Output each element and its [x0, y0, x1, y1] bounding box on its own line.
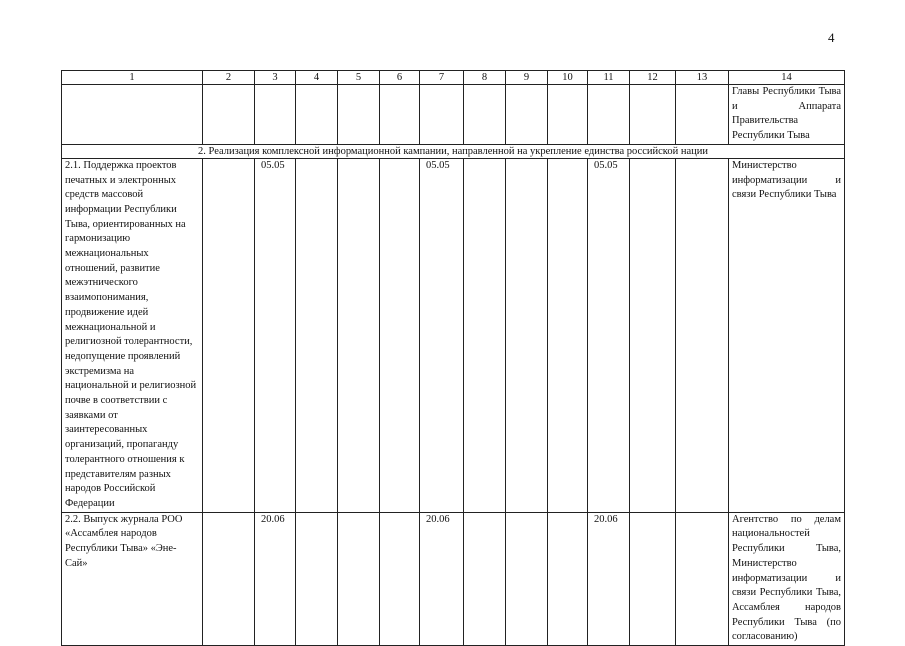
table-cell: [338, 512, 380, 645]
section-title: 2. Реализация комплексной информационной кампании, направленной на укрепление единства российской нации: [62, 144, 845, 158]
table-cell: [420, 85, 464, 145]
event-name-cell: 2.1. Поддержка проектов печатных и электронных средств массовой информации Республики Тыва, ориентированных на гармонизацию межнациональных отношений, развитие межэтнического взаимопонимания, продвижение идей межнациональной и религиозной толерантности, недопущение проявлений экстремизма на национальной и религиозной почве в соответствии с заявками от заинтересованных организаций, пропаганду толерантного отношения к представителям разных народов Российской Федерации: [62, 158, 203, 512]
column-header: 13: [676, 71, 729, 85]
table-cell: [548, 158, 588, 512]
column-header-row: [62, 71, 845, 85]
table-cell: [676, 158, 729, 512]
table-cell: [506, 158, 548, 512]
date-cell: 05.05: [255, 158, 296, 512]
column-header: 3: [255, 71, 296, 85]
column-header: 12: [630, 71, 676, 85]
date-cell: 20.06: [588, 512, 630, 645]
table-cell: [630, 85, 676, 145]
table-cell: [380, 158, 420, 512]
table-cell: [203, 85, 255, 145]
responsible-cell: Агентство по делам национальностей Республики Тыва, Министерство информатизации и связи Республики Тыва, Ассамблея народов Республики Тыва (по согласованию): [729, 512, 845, 645]
column-header: 5: [338, 71, 380, 85]
table-cell: [676, 85, 729, 145]
table-cell: [506, 85, 548, 145]
continued-row: [62, 85, 845, 145]
table-cell: [380, 85, 420, 145]
table-cell: [62, 85, 203, 145]
table-cell: [296, 85, 338, 145]
table-cell: [464, 158, 506, 512]
table-cell: [380, 512, 420, 645]
table-row: [62, 158, 845, 512]
column-header: 7: [420, 71, 464, 85]
event-name-cell: 2.2. Выпуск журнала РОО «Ассамблея народов Республики Тыва» «Эне-Сай»: [62, 512, 203, 645]
table-cell: [506, 512, 548, 645]
table-cell: [630, 158, 676, 512]
column-header: 9: [506, 71, 548, 85]
table-cell: [464, 85, 506, 145]
date-cell: 20.06: [255, 512, 296, 645]
table-cell: [255, 85, 296, 145]
table-cell: [548, 85, 588, 145]
table-cell: [630, 512, 676, 645]
events-plan-table: [61, 70, 845, 646]
column-header: 8: [464, 71, 506, 85]
date-cell: 20.06: [420, 512, 464, 645]
column-header: 6: [380, 71, 420, 85]
table-cell: [338, 158, 380, 512]
column-header: 4: [296, 71, 338, 85]
responsible-cell: Главы Республики Тыва и Аппарата Правительства Республики Тыва: [729, 85, 845, 145]
table-cell: [548, 512, 588, 645]
section-row: [62, 144, 845, 158]
table-cell: [203, 158, 255, 512]
table-cell: [464, 512, 506, 645]
column-header: 1: [62, 71, 203, 85]
table-cell: [203, 512, 255, 645]
date-cell: 05.05: [588, 158, 630, 512]
table-cell: [588, 85, 630, 145]
table-cell: [338, 85, 380, 145]
table-row: [62, 512, 845, 645]
responsible-cell: Министерство информатизации и связи Республики Тыва: [729, 158, 845, 512]
table-cell: [296, 512, 338, 645]
date-cell: 05.05: [420, 158, 464, 512]
column-header: 11: [588, 71, 630, 85]
page-number: 4: [828, 30, 835, 45]
column-header: 2: [203, 71, 255, 85]
table-cell: [676, 512, 729, 645]
table-cell: [296, 158, 338, 512]
column-header: 10: [548, 71, 588, 85]
column-header: 14: [729, 71, 845, 85]
